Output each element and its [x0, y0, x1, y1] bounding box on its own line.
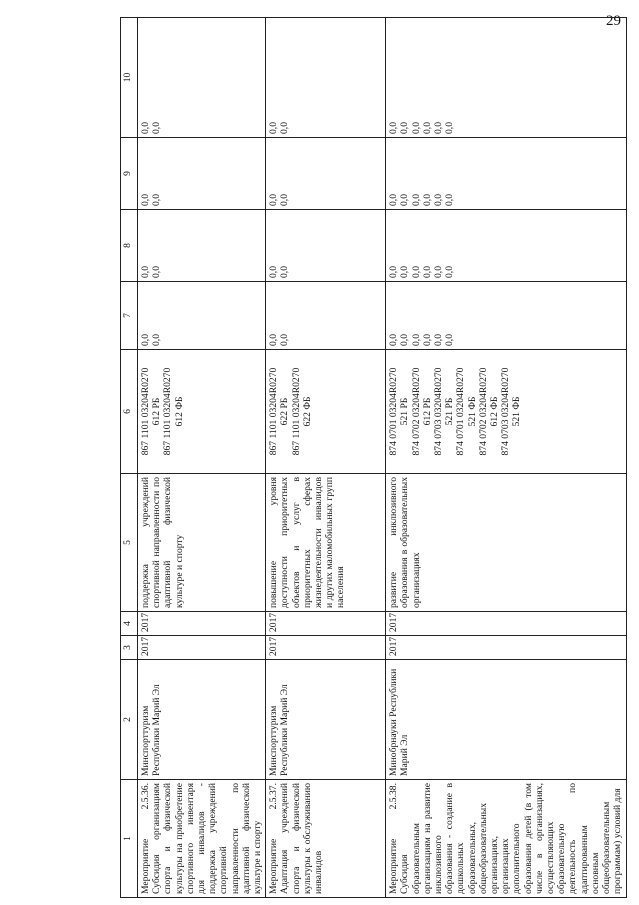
- budget-code: 874 0702 03204R0270: [477, 367, 489, 456]
- column-header: 5: [121, 474, 138, 612]
- value: 0,0: [433, 334, 445, 346]
- value: 0,0: [421, 266, 433, 278]
- budget-code: 874 0703 03204R0270: [433, 367, 445, 456]
- value: 0,0: [444, 194, 456, 206]
- budget-code: 622 РБ: [279, 397, 291, 426]
- column-header: 1: [121, 780, 138, 898]
- budget-code: 867 1101 03204R0270: [140, 367, 151, 456]
- result-cell: развитие инклюзивного образования в образовательных организациях: [386, 474, 626, 612]
- value-cell: [266, 210, 386, 282]
- value: 0,0: [421, 334, 433, 346]
- column-header: 8: [121, 210, 138, 282]
- measure-name-cell: Мероприятие 2.5.38. Субсидия образовательным организациям на развитие инклюзивного образования - создание в дошкольных образовательных, общеобразовательных организациях, организациях дополнительного образования детей (в том числе в организациях, осуществляющих образовательную деятельность по адаптированным основным общеобразовательным программам) условий для: [386, 780, 626, 898]
- value: 0,0: [399, 122, 411, 134]
- budget-code: 612 ФБ: [173, 396, 185, 427]
- value-cell: [138, 18, 266, 138]
- value: 0,0: [268, 334, 280, 346]
- value: 0,0: [433, 122, 445, 134]
- page-number: 29: [606, 13, 621, 29]
- budget-code-cell: [138, 350, 266, 474]
- value: 0,0: [388, 194, 400, 206]
- value: 0,0: [268, 122, 280, 134]
- budget-code: 874 0701 03204R0270: [388, 367, 400, 456]
- value-cell: [386, 282, 626, 350]
- responsible-cell: Минспорттуризм Республики Марий Эл: [138, 660, 266, 780]
- table-row: [266, 18, 386, 898]
- value-cell: [386, 210, 626, 282]
- value: 0,0: [151, 194, 163, 206]
- value: 0,0: [444, 334, 456, 346]
- value: 0,0: [421, 122, 433, 134]
- budget-code: 622 ФБ: [301, 396, 313, 427]
- budget-code: 521 ФБ: [466, 396, 478, 427]
- value: 0,0: [268, 266, 280, 278]
- budget-code: 867 1101 03204R0270: [268, 367, 280, 456]
- column-header: 2: [121, 660, 138, 780]
- budget-code: 867 1101 03204R0270: [162, 367, 174, 456]
- value: 0,0: [410, 122, 422, 134]
- value-cell: [386, 138, 626, 210]
- value: 0,0: [410, 266, 422, 278]
- measure-name-cell: Мероприятие 2.5.37. Адаптация учреждений спорта и физической культуры к обслуживанию инвалидов: [266, 780, 386, 898]
- value-cell: [386, 18, 626, 138]
- value: 0,0: [399, 334, 411, 346]
- budget-code: 612 РБ: [421, 397, 433, 426]
- value: 0,0: [388, 334, 400, 346]
- table-row: [138, 18, 266, 898]
- rotated-table-container: [120, 18, 628, 898]
- end-year-cell: 2017: [138, 612, 266, 636]
- value: 0,0: [151, 266, 163, 278]
- budget-code: 521 ФБ: [511, 396, 523, 427]
- responsible-cell: Минспорттуризм Республики Марий Эл: [266, 660, 386, 780]
- value: 0,0: [140, 194, 151, 206]
- column-header: 6: [121, 350, 138, 474]
- value: 0,0: [399, 194, 411, 206]
- value: 0,0: [444, 122, 456, 134]
- value: 0,0: [151, 122, 163, 134]
- value: 0,0: [421, 194, 433, 206]
- value-cell: [138, 210, 266, 282]
- value: 0,0: [388, 122, 400, 134]
- budget-code-cell: [386, 350, 626, 474]
- budget-code: 521 РБ: [399, 397, 411, 426]
- value: 0,0: [410, 194, 422, 206]
- budget-code: 612 ФБ: [489, 396, 501, 427]
- budget-code-cell: [266, 350, 386, 474]
- value: 0,0: [388, 266, 400, 278]
- value: 0,0: [279, 194, 291, 206]
- budget-code: 612 РБ: [151, 397, 163, 426]
- value: 0,0: [279, 266, 291, 278]
- value: 0,0: [268, 194, 280, 206]
- value: 0,0: [140, 266, 151, 278]
- table-row: [386, 18, 626, 898]
- budget-code: 521 РБ: [444, 397, 456, 426]
- table-header: [121, 18, 138, 898]
- budget-code: 874 0702 03204R0270: [410, 367, 422, 456]
- end-year-cell: 2017: [386, 612, 626, 636]
- value: 0,0: [410, 334, 422, 346]
- budget-code: 874 0703 03204R0270: [500, 367, 512, 456]
- value: 0,0: [433, 194, 445, 206]
- value-cell: [266, 138, 386, 210]
- value: 0,0: [140, 122, 151, 134]
- start-year-cell: 2017: [266, 636, 386, 660]
- value: 0,0: [444, 266, 456, 278]
- column-header: 7: [121, 282, 138, 350]
- column-header: 3: [121, 636, 138, 660]
- header-row: [121, 18, 138, 898]
- start-year-cell: 2017: [386, 636, 626, 660]
- value: 0,0: [433, 266, 445, 278]
- start-year-cell: 2017: [138, 636, 266, 660]
- budget-code: 874 0701 03204R0270: [455, 367, 467, 456]
- value: 0,0: [279, 122, 291, 134]
- value: 0,0: [399, 266, 411, 278]
- value: 0,0: [151, 334, 163, 346]
- value-cell: [138, 138, 266, 210]
- result-cell: поддержка учреждений спортивной направленности по адаптивной физической культуре и спорту: [138, 474, 266, 612]
- value-cell: [266, 18, 386, 138]
- measure-name-cell: Мероприятие 2.5.36. Субсидия организациям спорта и физической культуры на приобретение спортивного инвентаря для инвалидов - поддержка учреждений спортивной направленности по адаптивной физической культуре и спорту: [138, 780, 266, 898]
- budget-table: [120, 17, 627, 898]
- budget-code: 867 1101 03204R0270: [290, 367, 302, 456]
- value: 0,0: [279, 334, 291, 346]
- value-cell: [138, 282, 266, 350]
- column-header: 10: [121, 18, 138, 138]
- responsible-cell: Минобрнауки Республики Марий Эл: [386, 660, 626, 780]
- result-cell: повышение уровня доступности приоритетных объектов и услуг в приоритетных сферах жизнедеятельности инвалидов и других маломобильных групп населения: [266, 474, 386, 612]
- column-header: 9: [121, 138, 138, 210]
- column-header: 4: [121, 612, 138, 636]
- end-year-cell: 2017: [266, 612, 386, 636]
- value-cell: [266, 282, 386, 350]
- value: 0,0: [140, 334, 151, 346]
